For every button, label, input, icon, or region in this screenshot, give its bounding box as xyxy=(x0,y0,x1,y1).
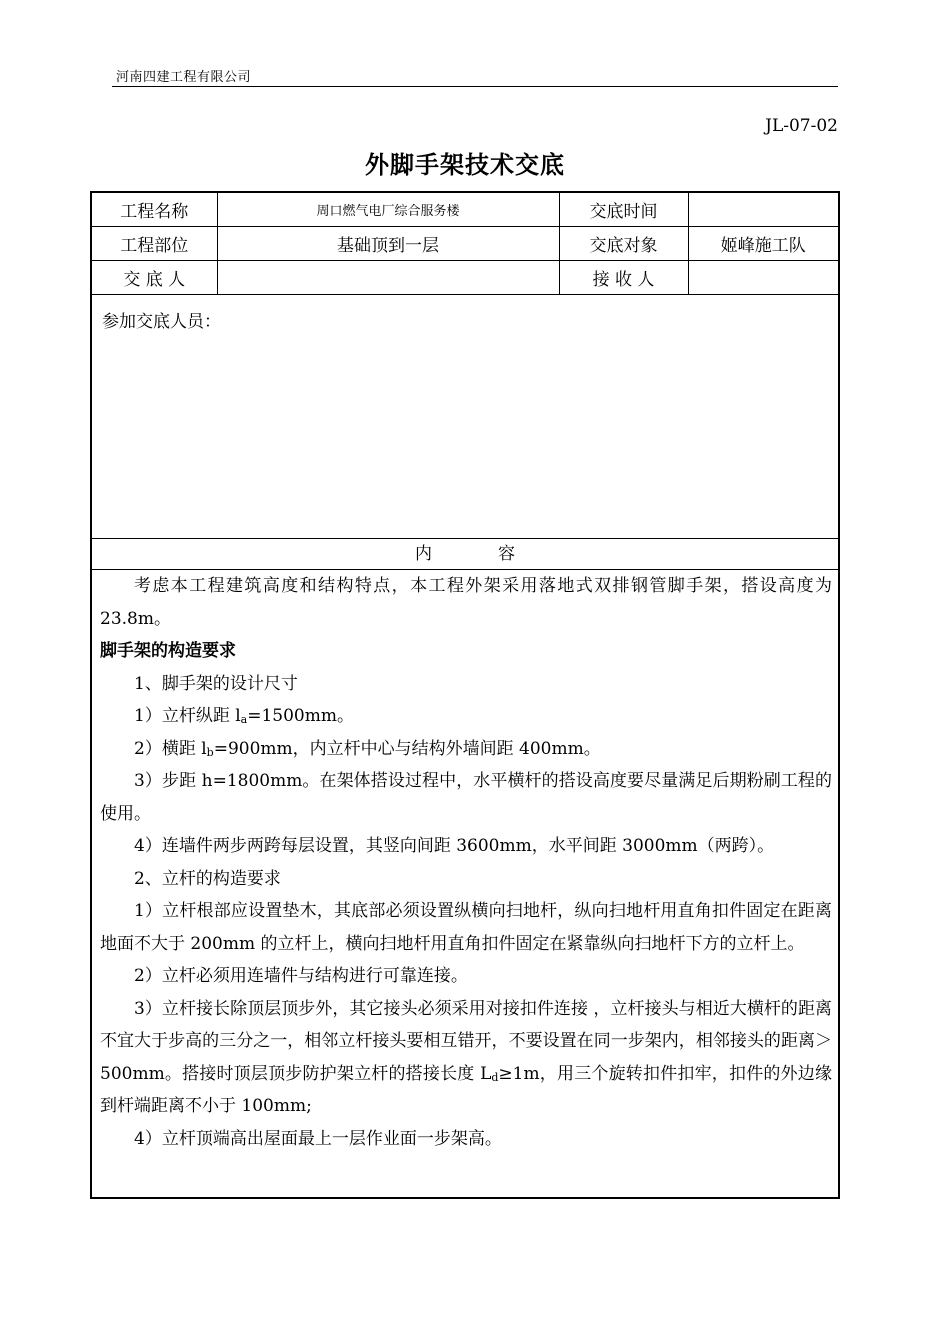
list-item: 1）立杆根部应设置垫木，其底部必须设置纵横向扫地杆，纵向扫地杆用直角扣件固定在距离地面不大于 200mm 的立杆上，横向扫地杆用直角扣件固定在紧靠纵向扫地杆下方的立杆上。 xyxy=(100,901,832,954)
list-item: 4）连墙件两步两跨每层设置，其竖向间距 3600mm，水平间距 3000mm（两跨）。 xyxy=(134,836,775,856)
discloser-value xyxy=(217,261,559,295)
subsection-title: 2、立杆的构造要求 xyxy=(134,868,281,889)
project-name-value: 周口燃气电厂综合服务楼 xyxy=(217,193,559,227)
intro-paragraph: 考虑本工程建筑高度和结构特点，本工程外架采用落地式双排钢管脚手架，搭设高度为23.8m。 xyxy=(100,576,832,629)
content-heading-right: 容 xyxy=(498,544,515,564)
disclosure-time-value xyxy=(688,193,838,227)
disclosure-target-value: 姬峰施工队 xyxy=(688,227,838,261)
receiver-value xyxy=(688,261,838,295)
content-body xyxy=(92,570,838,1155)
participants-section xyxy=(92,295,838,539)
list-item: 2）横距 $l_b=900mm$，内立杆中心与结构外墙间距 400mm。 xyxy=(134,738,601,759)
content-heading xyxy=(92,539,838,570)
project-name-label: 工程名称 xyxy=(92,193,217,227)
section-title: 脚手架的构造要求 xyxy=(100,641,236,661)
list-item: 3）步距 h=1800mm。在架体搭设过程中，水平横杆的搭设高度要尽量满足后期粉刷工程的使用。 xyxy=(100,771,832,824)
list-item: 3）立杆接长除顶层顶步外，其它接头必须采用对接扣件连接 ，立杆接头与相近大横杆的距离不宜大于步高的三分之一，相邻立杆接头要相互错开，不要设置在同一步架内，相邻接头的距离＞500mm。搭接时顶层顶步防护架立杆的搭接长度 $L_d\ge 1m$，用三个旋转扣件扣牢，扣件的外边缘到杆端距离不小于 100mm; xyxy=(100,998,832,1116)
subsection-title: 1、脚手架的设计尺寸 xyxy=(134,673,298,694)
disclosure-time-label: 交底时间 xyxy=(559,193,688,227)
receiver-label: 接 收 人 xyxy=(559,261,688,295)
list-item: 4）立杆顶端高出屋面最上一层作业面一步架高。 xyxy=(134,1128,502,1149)
participants-label: 参加交底人员： xyxy=(102,312,221,332)
table-row xyxy=(92,261,838,295)
project-part-label: 工程部位 xyxy=(92,227,217,261)
list-item: 2）立杆必须用连墙件与结构进行可靠连接。 xyxy=(134,966,468,986)
document-title: 外脚手架技术交底 xyxy=(365,150,565,179)
table-row xyxy=(92,227,838,261)
table-row xyxy=(92,193,838,227)
disclosure-form xyxy=(90,191,840,1199)
project-part-value: 基础顶到一层 xyxy=(217,227,559,261)
disclosure-target-label: 交底对象 xyxy=(559,227,688,261)
company-name: 河南四建工程有限公司 xyxy=(116,70,252,85)
document-code: JL-07-02 xyxy=(765,116,838,136)
list-item: 1）立杆纵距 $l_a=1500mm$。 xyxy=(134,706,354,726)
header-rule xyxy=(112,86,838,87)
content-heading-left: 内 xyxy=(415,544,432,564)
info-table xyxy=(92,193,838,295)
discloser-label: 交 底 人 xyxy=(92,261,217,295)
